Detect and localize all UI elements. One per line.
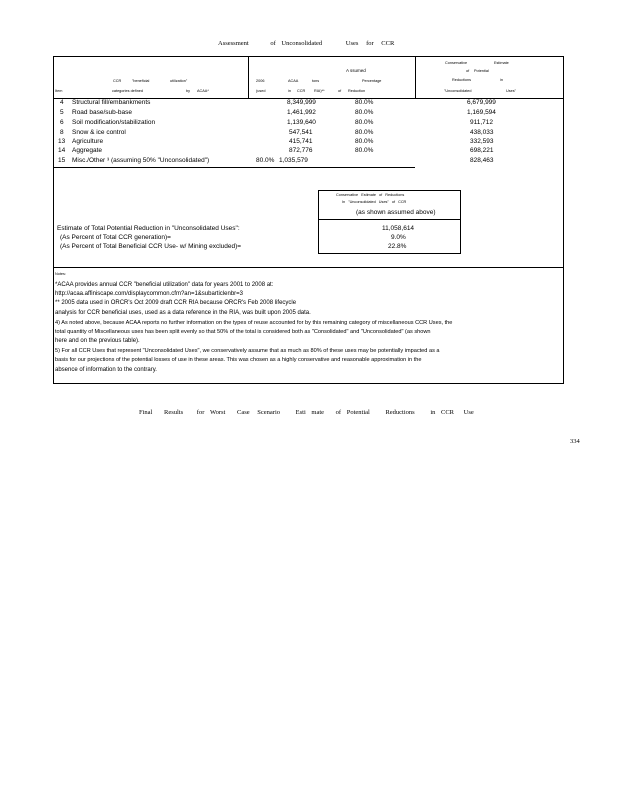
header-label: categories defined (112, 89, 144, 93)
row-tons: 8,349,999 (287, 99, 316, 106)
estimate-box-caption: (as shown assumed above) (356, 209, 436, 216)
row-num: 13 (58, 138, 66, 145)
row-pct: 80.0% (355, 109, 374, 116)
table-row (0, 129, 618, 138)
title-word: CCR (381, 40, 395, 47)
header-label: Estimate (494, 61, 509, 65)
row-name: Misc./Other ³ (assuming 50% "Unconsolidated") (72, 157, 210, 164)
header-label: "Unconsolidated (444, 89, 472, 93)
header-label: utilization" (170, 79, 188, 83)
header-label: "beneficial (132, 79, 150, 83)
row-reduction: 828,463 (470, 157, 494, 164)
header-label: ACAA (288, 79, 299, 83)
row-num: 6 (60, 119, 64, 126)
row-tons: 1,461,992 (287, 109, 316, 116)
table-row (0, 119, 618, 128)
row-pct: 80.0% (355, 138, 374, 145)
header-label: ACAA* (197, 89, 209, 93)
table-row (0, 157, 618, 166)
summary-value: 9.0% (391, 234, 406, 241)
summary-label: (As Percent of Total Beneficial CCR Use- w/ Mining excluded)= (60, 243, 242, 250)
row-reduction: 911,712 (470, 119, 494, 126)
row-pct: 80.0% (355, 99, 374, 106)
row-num: 8 (60, 129, 64, 136)
row-name: Road base/sub-base (72, 109, 132, 116)
summary-label: (As Percent of Total CCR generation)= (60, 234, 171, 241)
header-label: CCR (113, 79, 122, 83)
note-line: here and on the previous table). (55, 338, 140, 344)
footer-word: for (196, 409, 205, 416)
footer-word: mate (311, 409, 325, 416)
footer-word: Case (237, 409, 250, 416)
header-label: in (500, 78, 503, 82)
row-name: Aggregate (72, 147, 102, 154)
footer-word: Reductions (385, 409, 415, 416)
header-label: (used (256, 89, 266, 93)
footer-word: Use (463, 409, 474, 416)
table-row (0, 147, 618, 156)
header-label: Percentage (362, 79, 382, 83)
table-row (0, 99, 618, 108)
note-line: 5) For all CCR Uses that represent "Unconsolidated Uses", we conservatively assume that as much as 80% of these uses may be potentially impacted as a (55, 348, 440, 354)
row-pct: 80.0% (355, 147, 374, 154)
row-reduction: 6,679,999 (467, 99, 496, 106)
header-label: in (288, 89, 291, 93)
note-line: basis for our projections of the potential losses of use in these areas. This was chosen as a highly conservative and reasonable approximation in the (55, 357, 422, 363)
summary-value: 22.8% (388, 243, 407, 250)
row-reduction: 698,221 (470, 147, 494, 154)
note-line: 4) As noted above, because ACAA reports no further information on the types of reuse accounted for by this remaining category of miscellaneous CCR Uses, the (55, 320, 453, 326)
note-line: analysis for CCR beneficial uses, used as a data reference in the RIA, was built upon 2005 data. (55, 310, 311, 316)
footer-word: Final (139, 409, 153, 416)
column-divider (248, 56, 249, 98)
header-label: Conservative (445, 61, 468, 65)
header-label: Potential (474, 69, 489, 73)
row-reduction: 1,169,594 (467, 109, 496, 116)
page-title (218, 40, 394, 47)
page-number: 334 (570, 438, 580, 445)
header-label: of (338, 89, 342, 93)
title-word: Assessment (218, 40, 249, 47)
note-line: *ACAA provides annual CCR "beneficial utilization" data for years 2001 to 2008 at: (55, 282, 274, 288)
footer-word: of (335, 409, 342, 416)
header-label: A ssumed (346, 68, 366, 73)
header-label: Item (55, 89, 63, 93)
header-label: RIA)** (314, 89, 325, 93)
estimate-box-divider (318, 219, 461, 220)
row-name: Soil modification/stabilization (72, 119, 156, 126)
footer-word: Potential (346, 409, 370, 416)
footer-word: in (430, 409, 436, 416)
header-label: by (186, 89, 191, 93)
column-divider (415, 56, 416, 98)
note-line: total quantity of Miscellaneous uses has been split evenly so that 50% of the total is considered both as "Consolidated" and "Unconsolidated" (as shown (55, 329, 431, 335)
rows-bottom-rule (53, 167, 415, 168)
estimate-box-header: Conservative Estimate of Reductions (336, 193, 405, 197)
title-word: Uses (345, 40, 359, 47)
summary-value: 11,058,614 (382, 225, 415, 232)
notes-heading: Notes: (55, 272, 66, 276)
title-word: of (270, 40, 276, 47)
row-tons: 1,139,640 (287, 119, 316, 126)
header-label: CCR (297, 89, 306, 93)
note-line: ** 2005 data used in ORCR's Oct 2009 draft CCR RIA because ORCR's Feb 2008 lifecycle (55, 300, 297, 306)
footer-word: Scenario (257, 409, 281, 416)
row-tons: 1,035,579 (279, 157, 308, 164)
row-reduction: 438,033 (470, 129, 494, 136)
row-name: Snow & ice control (72, 129, 126, 136)
header-label: 2006 (256, 79, 265, 83)
header-label: Reduction (348, 89, 366, 93)
footer-word: Esti (295, 409, 306, 416)
footer-caption (139, 409, 474, 416)
header-label: Uses" (506, 89, 516, 93)
row-name: Agriculture (72, 138, 104, 145)
row-tons: 872,776 (289, 147, 313, 154)
header-label: of (466, 69, 470, 73)
summary-label: Estimate of Total Potential Reduction in "Unconsolidated Uses": (57, 225, 240, 232)
title-word: Unconsolidated (281, 40, 323, 47)
row-pre: 80.0% (256, 157, 275, 164)
note-line: http://acaa.affiniscape.com/displaycommon.cfm?an=1&subarticlenbr=3 (55, 291, 243, 297)
table-row (0, 138, 618, 147)
row-num: 4 (60, 99, 64, 106)
footer-word: Results (164, 409, 184, 416)
header-label: Reductions (452, 78, 471, 82)
table-row (0, 109, 618, 118)
footer-word: Worst (210, 409, 226, 416)
row-pct: 80.0% (355, 119, 374, 126)
header-label: tons (312, 79, 320, 83)
row-pct: 80.0% (355, 129, 374, 136)
estimate-box-header: In "Unconsolidated Uses" of CCR (342, 200, 407, 204)
row-name: Structural fill/embankments (72, 99, 151, 106)
title-word: for (366, 40, 374, 47)
row-num: 15 (58, 157, 66, 164)
row-tons: 415,741 (289, 138, 313, 145)
notes-divider (53, 267, 564, 268)
row-num: 5 (60, 109, 64, 116)
note-line: absence of information to the contrary. (55, 367, 157, 373)
row-tons: 547,541 (289, 129, 313, 136)
footer-word: CCR (441, 409, 455, 416)
row-num: 14 (58, 147, 66, 154)
row-reduction: 332,593 (470, 138, 494, 145)
